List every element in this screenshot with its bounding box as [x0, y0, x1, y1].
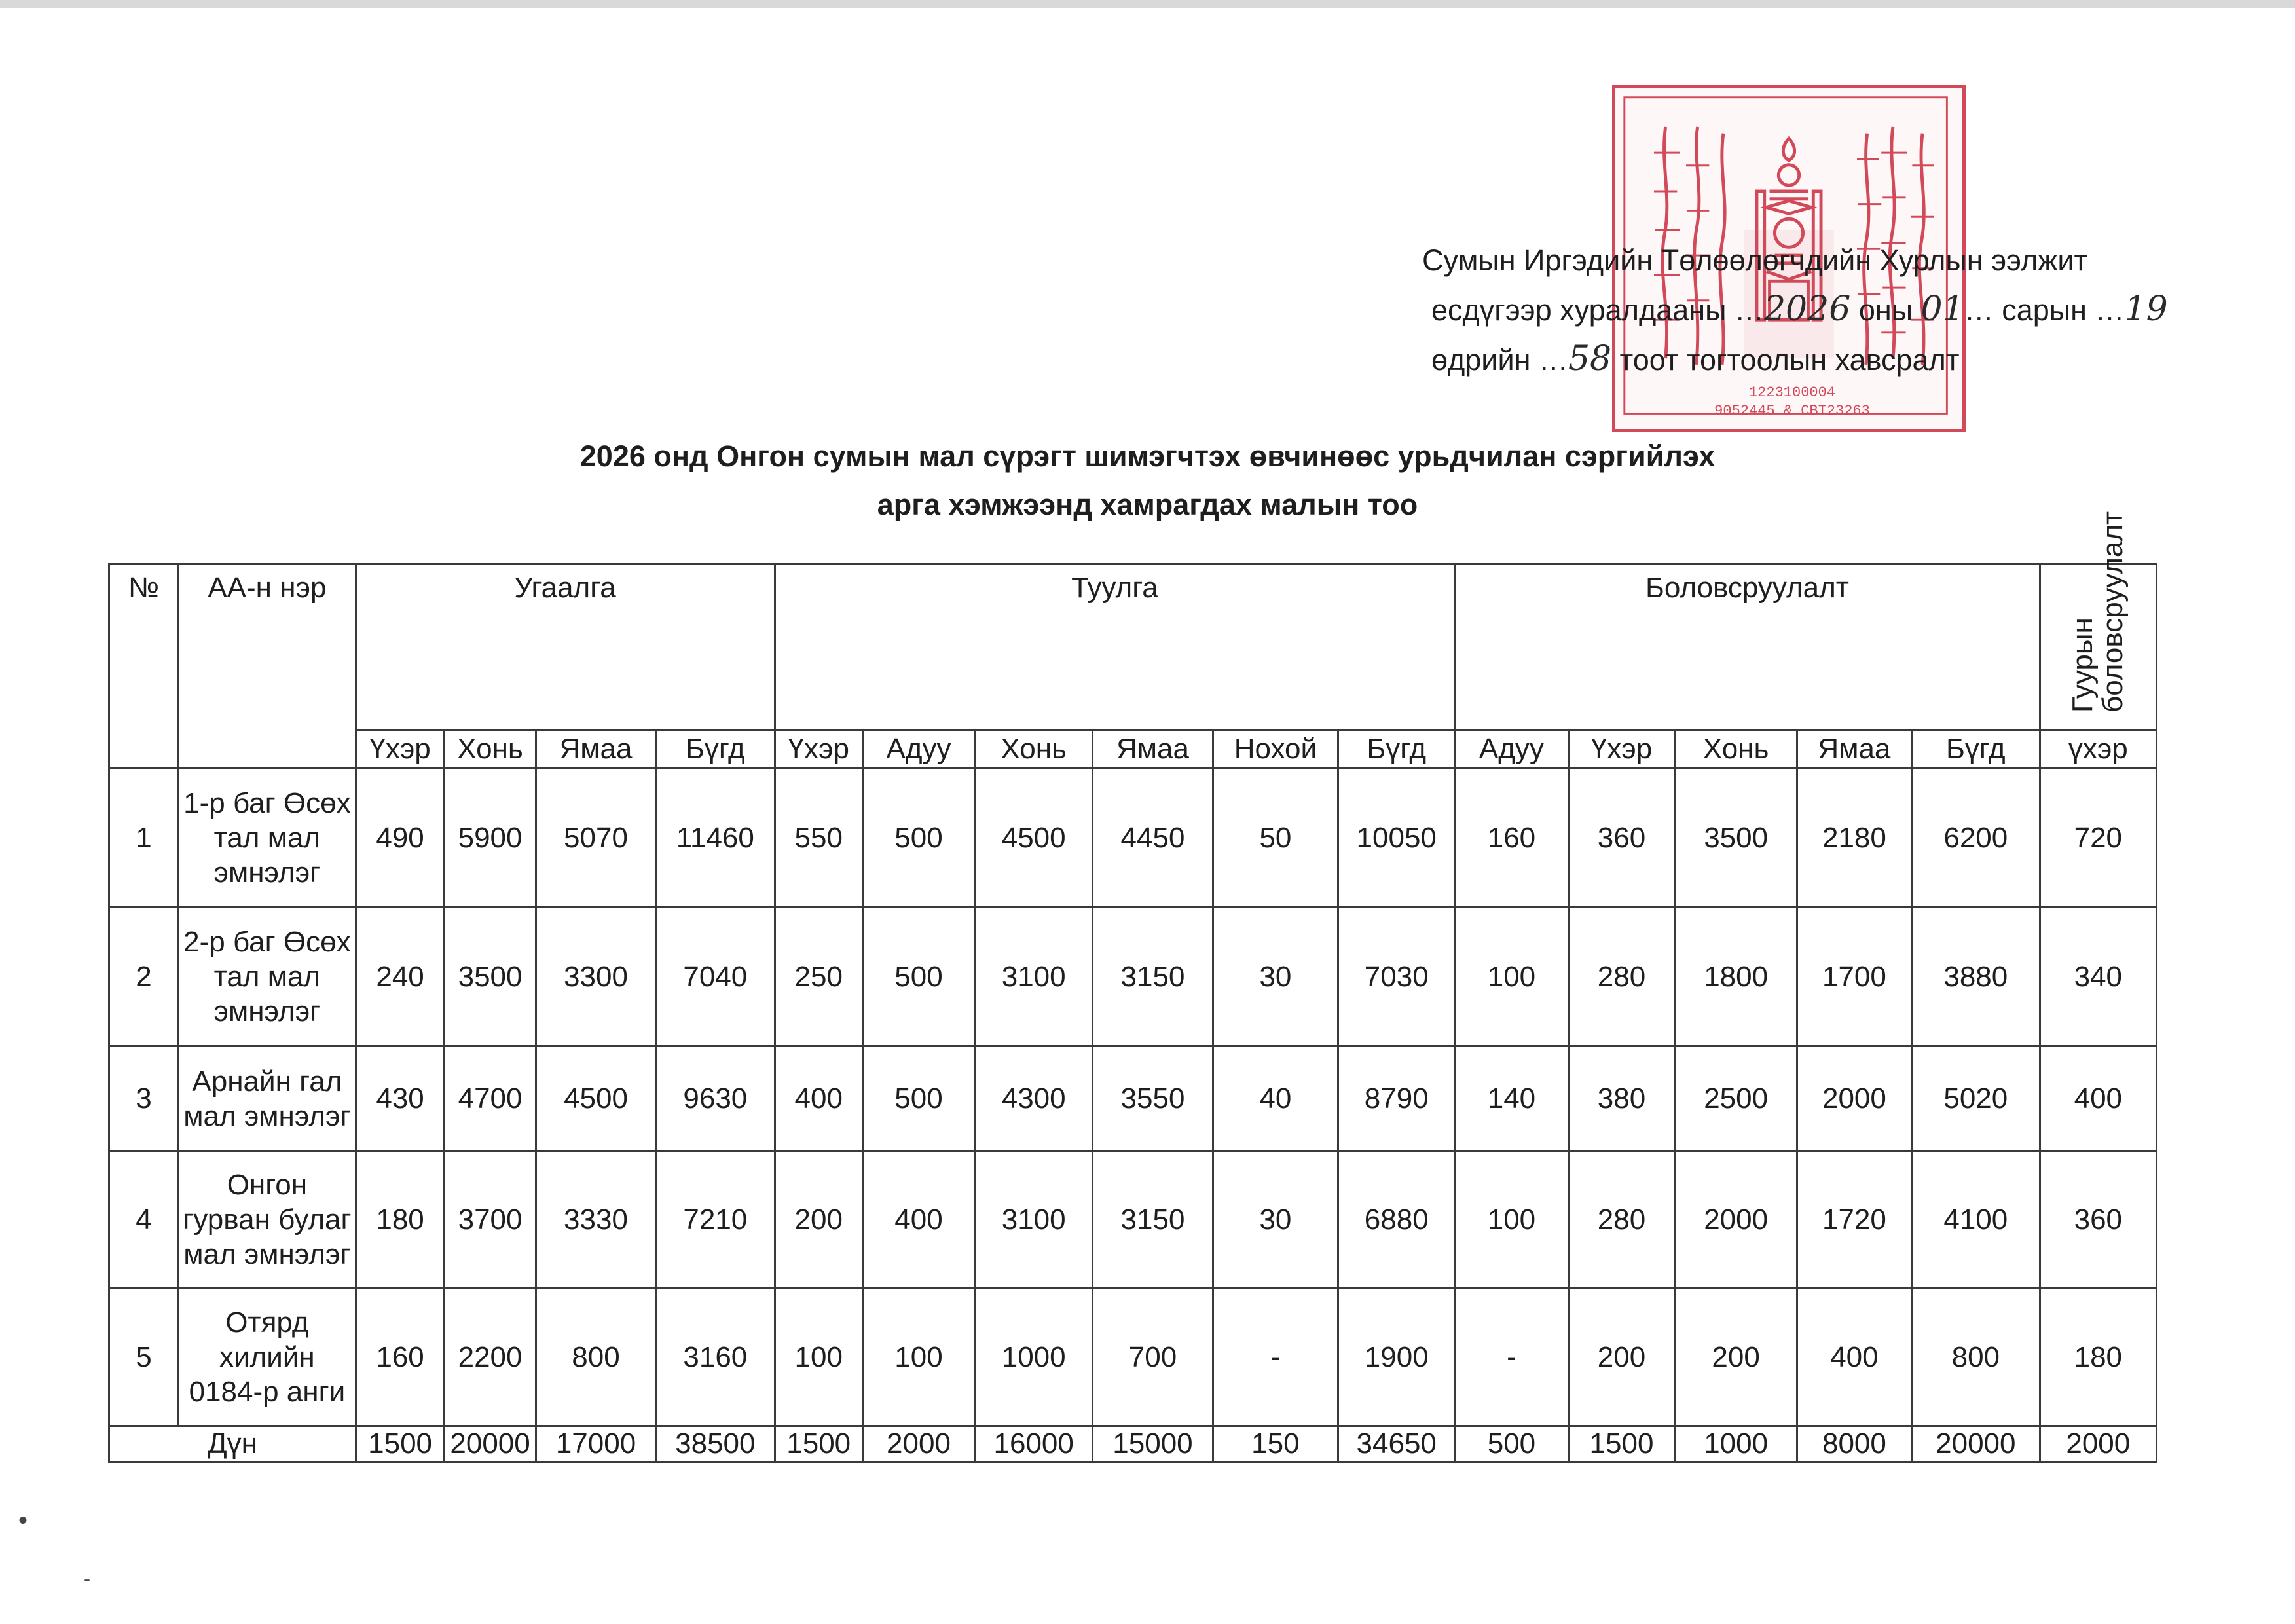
- table-cell: 180: [2040, 1289, 2156, 1426]
- table-cell: 30: [1213, 908, 1338, 1046]
- table-cell: 100: [1455, 908, 1568, 1046]
- table-cell: 4500: [975, 769, 1093, 908]
- row-number: 1: [109, 769, 179, 908]
- table-cell: 7040: [656, 908, 775, 1046]
- subheader-cell: Үхэр: [775, 730, 862, 769]
- table-cell: 3500: [1675, 769, 1797, 908]
- table-cell: 200: [775, 1151, 862, 1289]
- table-cell: 3100: [975, 1151, 1093, 1289]
- table-cell: 7210: [656, 1151, 775, 1289]
- table-cell: 400: [775, 1046, 862, 1151]
- table-cell: 720: [2040, 769, 2156, 908]
- total-label: Дүн: [109, 1426, 356, 1462]
- row-name: Отярд хилийн 0184-р анги: [178, 1289, 356, 1426]
- row-name: 1-р баг Өсөх тал мал эмнэлэг: [178, 769, 356, 908]
- subheader-cell: Бүгд: [1338, 730, 1455, 769]
- table-cell: 6880: [1338, 1151, 1455, 1289]
- row-name: 2-р баг Өсөх тал мал эмнэлэг: [178, 908, 356, 1046]
- table-cell: 10050: [1338, 769, 1455, 908]
- subheader-cell: Нохой: [1213, 730, 1338, 769]
- handwritten-year: 2026: [1763, 289, 1851, 329]
- table-cell: 4500: [536, 1046, 655, 1151]
- table-cell: 100: [1455, 1151, 1568, 1289]
- subheader-cell: Үхэр: [1568, 730, 1675, 769]
- total-cell: 16000: [975, 1426, 1093, 1462]
- table-cell: 4300: [975, 1046, 1093, 1151]
- table-cell: 800: [536, 1289, 655, 1426]
- subheader-cell: үхэр: [2040, 730, 2156, 769]
- subheader-cell: Адуу: [862, 730, 974, 769]
- subheader-cell: Ямаа: [1797, 730, 1911, 769]
- table-cell: 3550: [1093, 1046, 1213, 1151]
- title-line-1: 2026 онд Онгон сумын мал сүрэгт шимэгчтэх өвчинөөс урьдчилан сэргийлэх: [579, 439, 1716, 473]
- table-cell: 100: [775, 1289, 862, 1426]
- scan-edge: [0, 0, 2295, 8]
- total-cell: 15000: [1093, 1426, 1213, 1462]
- table-cell: 50: [1213, 769, 1338, 908]
- total-cell: 500: [1455, 1426, 1568, 1462]
- table-cell: 360: [2040, 1151, 2156, 1289]
- table-cell: 400: [862, 1151, 974, 1289]
- table-cell: 700: [1093, 1289, 1213, 1426]
- table-cell: 4100: [1912, 1151, 2040, 1289]
- table-cell: 11460: [656, 769, 775, 908]
- table-cell: 7030: [1338, 908, 1455, 1046]
- subheader-cell: Хонь: [975, 730, 1093, 769]
- table-cell: 500: [862, 908, 974, 1046]
- handwritten-day: 19: [2124, 289, 2168, 329]
- header-ugaalga: Угаалга: [356, 564, 775, 730]
- subheader-cell: Хонь: [445, 730, 536, 769]
- table-cell: 6200: [1912, 769, 2040, 908]
- subheader-cell: Хонь: [1675, 730, 1797, 769]
- table-cell: 800: [1912, 1289, 2040, 1426]
- annex-line-2: есдүгээр хуралдааны …2026 оны 01… сарын …19: [1431, 289, 2168, 329]
- subheader-cell: Бүгд: [656, 730, 775, 769]
- total-cell: 1500: [356, 1426, 444, 1462]
- table-cell: 200: [1675, 1289, 1797, 1426]
- row-name: Арнайн гал мал эмнэлэг: [178, 1046, 356, 1151]
- title-line-2: арга хэмжээнд хамрагдах малын тоо: [877, 488, 1418, 521]
- livestock-table: [108, 511, 2157, 1463]
- subheader-cell: Үхэр: [356, 730, 444, 769]
- subheader-cell: Адуу: [1455, 730, 1568, 769]
- table-cell: 400: [1797, 1289, 1911, 1426]
- table-cell: 340: [2040, 908, 2156, 1046]
- table-cell: 4700: [445, 1046, 536, 1151]
- table-cell: 500: [862, 1046, 974, 1151]
- subheader-cell: Ямаа: [536, 730, 655, 769]
- stamp-number: 9052445 & CBT23263: [1714, 403, 1870, 419]
- table-cell: 280: [1568, 1151, 1675, 1289]
- table-cell: 3150: [1093, 908, 1213, 1046]
- table-cell: 2200: [445, 1289, 536, 1426]
- table-cell: 3500: [445, 908, 536, 1046]
- table-cell: 3300: [536, 908, 655, 1046]
- table-cell: 1800: [1675, 908, 1797, 1046]
- table-cell: 550: [775, 769, 862, 908]
- table-row: [109, 1289, 2157, 1426]
- table-cell: 140: [1455, 1046, 1568, 1151]
- table-cell: 5020: [1912, 1046, 2040, 1151]
- scan-speck: -: [84, 1568, 90, 1590]
- subheader-cell: Ямаа: [1093, 730, 1213, 769]
- total-cell: 1000: [1675, 1426, 1797, 1462]
- document-title: [0, 432, 2295, 529]
- subheader-row: [109, 730, 2157, 769]
- table-cell: 2000: [1675, 1151, 1797, 1289]
- total-cell: 2000: [862, 1426, 974, 1462]
- annex-line-3: өдрийн …58 тоот тогтоолын хавсралт: [1431, 339, 1960, 378]
- table-cell: -: [1213, 1289, 1338, 1426]
- header-guuryn: Гуурын боловсруулалт: [2040, 564, 2156, 730]
- table-cell: 3160: [656, 1289, 775, 1426]
- table-cell: 500: [862, 769, 974, 908]
- table-cell: 160: [1455, 769, 1568, 908]
- table-cell: 3150: [1093, 1151, 1213, 1289]
- table-body: [109, 769, 2157, 1426]
- table-cell: 2500: [1675, 1046, 1797, 1151]
- table-cell: 250: [775, 908, 862, 1046]
- total-cell: 2000: [2040, 1426, 2156, 1462]
- total-cell: 20000: [1912, 1426, 2040, 1462]
- table-cell: 180: [356, 1151, 444, 1289]
- table-row: [109, 908, 2157, 1046]
- header-no: №: [109, 564, 179, 769]
- table-cell: 8790: [1338, 1046, 1455, 1151]
- row-number: 5: [109, 1289, 179, 1426]
- scan-speck: •: [18, 1506, 28, 1535]
- table-cell: 3100: [975, 908, 1093, 1046]
- table-cell: 1000: [975, 1289, 1093, 1426]
- table-cell: 160: [356, 1289, 444, 1426]
- table-cell: 40: [1213, 1046, 1338, 1151]
- table-cell: 5900: [445, 769, 536, 908]
- table-cell: 3880: [1912, 908, 2040, 1046]
- table-row: [109, 1046, 2157, 1151]
- row-number: 3: [109, 1046, 179, 1151]
- table-cell: 400: [2040, 1046, 2156, 1151]
- table-cell: 100: [862, 1289, 974, 1426]
- table-cell: 4450: [1093, 769, 1213, 908]
- header-name: АА-н нэр: [178, 564, 356, 769]
- table-cell: 3700: [445, 1151, 536, 1289]
- total-row: [109, 1426, 2157, 1462]
- row-number: 4: [109, 1151, 179, 1289]
- table-cell: 3330: [536, 1151, 655, 1289]
- stamp-number: 1223100004: [1748, 384, 1836, 401]
- row-name: Онгон гурван булаг мал эмнэлэг: [178, 1151, 356, 1289]
- table-cell: 2000: [1797, 1046, 1911, 1151]
- total-cell: 20000: [445, 1426, 536, 1462]
- header-tuulga: Туулга: [775, 564, 1455, 730]
- table-cell: 9630: [656, 1046, 775, 1151]
- table-cell: 280: [1568, 908, 1675, 1046]
- table-cell: 380: [1568, 1046, 1675, 1151]
- total-cell: 17000: [536, 1426, 655, 1462]
- table-cell: 1720: [1797, 1151, 1911, 1289]
- total-cell: 34650: [1338, 1426, 1455, 1462]
- table-cell: 490: [356, 769, 444, 908]
- annex-line-1: Сумын Иргэдийн Төлөөлөгчдийн Хурлын ээлжит: [1422, 244, 2088, 277]
- handwritten-number: 58: [1568, 339, 1612, 378]
- total-cell: 1500: [775, 1426, 862, 1462]
- total-cell: 1500: [1568, 1426, 1675, 1462]
- total-cell: 38500: [656, 1426, 775, 1462]
- table-cell: 360: [1568, 769, 1675, 908]
- row-number: 2: [109, 908, 179, 1046]
- table-row: [109, 1151, 2157, 1289]
- handwritten-month: 01: [1920, 289, 1964, 329]
- table-cell: 30: [1213, 1151, 1338, 1289]
- total-cell: 150: [1213, 1426, 1338, 1462]
- table-cell: -: [1455, 1289, 1568, 1426]
- table-cell: 430: [356, 1046, 444, 1151]
- table-cell: 200: [1568, 1289, 1675, 1426]
- table-cell: 5070: [536, 769, 655, 908]
- table-cell: 2180: [1797, 769, 1911, 908]
- table-cell: 240: [356, 908, 444, 1046]
- table-cell: 1700: [1797, 908, 1911, 1046]
- header-bolovsruulalt: Боловсруулалт: [1455, 564, 2040, 730]
- table-cell: 1900: [1338, 1289, 1455, 1426]
- table-row: [109, 769, 2157, 908]
- subheader-cell: Бүгд: [1912, 730, 2040, 769]
- annex-reference: [1422, 236, 2168, 384]
- total-cell: 8000: [1797, 1426, 1911, 1462]
